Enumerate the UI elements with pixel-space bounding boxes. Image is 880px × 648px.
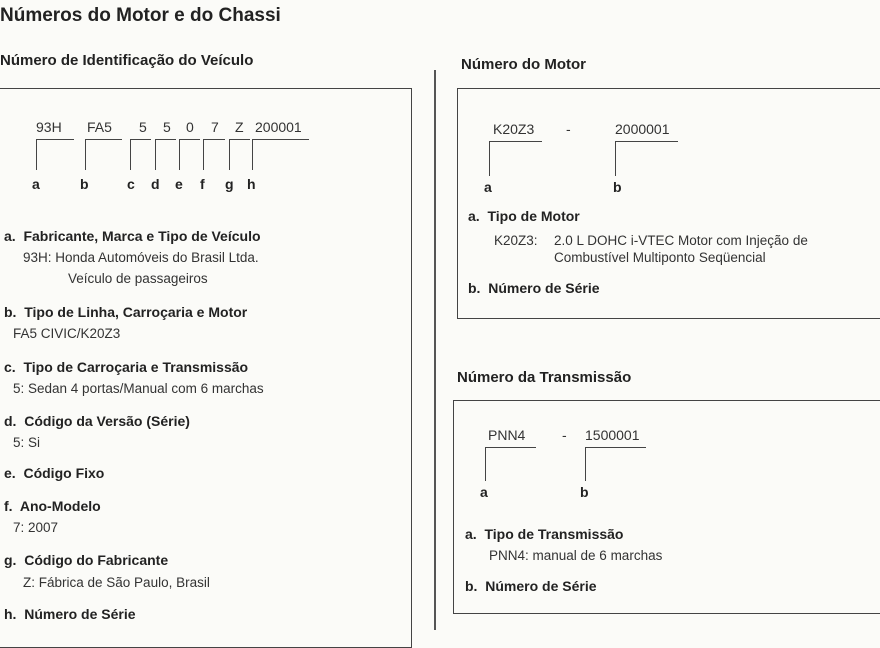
transmission-letter-a: a xyxy=(480,484,488,500)
vin-heading: Número de Identificação do Veículo xyxy=(0,52,254,69)
page-title: Números do Motor e do Chassi xyxy=(0,5,281,26)
bracket-c xyxy=(130,139,151,170)
vin-code-c: 5 xyxy=(139,119,147,135)
vin-code-h: 200001 xyxy=(255,119,302,135)
transmission-code-2: 1500001 xyxy=(585,427,640,443)
transmission-code-1: PNN4 xyxy=(488,427,526,443)
bracket-b xyxy=(85,139,122,170)
vin-item-g: g. Código do Fabricante xyxy=(4,552,169,568)
engine-code-1: K20Z3 xyxy=(493,121,535,137)
vin-letter-b: b xyxy=(80,176,89,192)
vin-letter-f: f xyxy=(200,176,205,192)
vin-letter-c: c xyxy=(127,176,135,192)
bracket-h xyxy=(252,139,309,170)
vin-item-c-line1: 5: Sedan 4 portas/Manual com 6 marchas xyxy=(13,381,264,396)
vin-code-a: 93H xyxy=(36,119,62,135)
vin-item-h: h. Número de Série xyxy=(4,606,136,622)
column-divider xyxy=(434,70,436,630)
vin-code-f: 7 xyxy=(211,119,219,135)
engine-item-a: a. Tipo de Motor xyxy=(468,208,580,224)
vin-code-b: FA5 xyxy=(87,119,112,135)
vin-letter-h: h xyxy=(247,176,256,192)
transmission-dash: - xyxy=(562,427,567,443)
engine-letter-b: b xyxy=(613,179,622,195)
vin-item-b: b. Tipo de Linha, Carroçaria e Motor xyxy=(4,304,248,320)
engine-item-b: b. Número de Série xyxy=(468,280,600,296)
vin-letter-d: d xyxy=(151,176,160,192)
vin-item-d: d. Código da Versão (Série) xyxy=(4,413,190,429)
engine-item-a-line2: Combustível Multiponto Seqüencial xyxy=(554,250,766,265)
engine-bracket-a xyxy=(489,141,542,176)
transmission-letter-b: b xyxy=(580,484,589,500)
vin-item-g-line1: Z: Fábrica de São Paulo, Brasil xyxy=(23,575,210,590)
vin-letter-a: a xyxy=(32,176,40,192)
vin-item-f-line1: 7: 2007 xyxy=(13,520,59,535)
transmission-item-a: a. Tipo de Transmissão xyxy=(465,526,624,542)
vin-code-g: Z xyxy=(235,119,244,135)
vin-item-a-line2: Veículo de passageiros xyxy=(68,271,208,286)
vin-code-e: 0 xyxy=(186,119,194,135)
vin-item-f: f. Ano-Modelo xyxy=(4,498,101,514)
bracket-f xyxy=(203,139,225,170)
vin-item-a: a. Fabricante, Marca e Tipo de Veículo xyxy=(4,228,261,244)
engine-bracket-b xyxy=(615,141,678,176)
bracket-e xyxy=(179,139,200,170)
vin-item-c: c. Tipo de Carroçaria e Transmissão xyxy=(4,359,249,375)
vin-item-e: e. Código Fixo xyxy=(4,465,105,481)
transmission-bracket-a xyxy=(485,447,536,481)
bracket-a xyxy=(36,139,74,170)
engine-item-a-label: K20Z3: xyxy=(494,233,538,248)
engine-item-a-line1: 2.0 L DOHC i-VTEC Motor com Injeção de xyxy=(554,233,808,248)
engine-dash: - xyxy=(566,121,571,137)
vin-item-b-line1: FA5 CIVIC/K20Z3 xyxy=(13,326,121,341)
transmission-bracket-b xyxy=(585,447,646,481)
vin-item-d-line1: 5: Si xyxy=(13,435,41,450)
engine-heading: Número do Motor xyxy=(461,56,586,73)
vin-letter-e: e xyxy=(175,176,183,192)
transmission-item-a-line: PNN4: manual de 6 marchas xyxy=(489,548,663,563)
vin-code-d: 5 xyxy=(163,119,171,135)
transmission-item-b: b. Número de Série xyxy=(465,578,597,594)
engine-letter-a: a xyxy=(484,179,492,195)
vin-item-a-line1: 93H: Honda Automóveis do Brasil Ltda. xyxy=(23,250,259,265)
transmission-heading: Número da Transmissão xyxy=(457,369,632,386)
vin-letter-g: g xyxy=(225,176,234,192)
bracket-d xyxy=(155,139,176,170)
bracket-g xyxy=(229,139,250,170)
engine-code-2: 2000001 xyxy=(615,121,670,137)
